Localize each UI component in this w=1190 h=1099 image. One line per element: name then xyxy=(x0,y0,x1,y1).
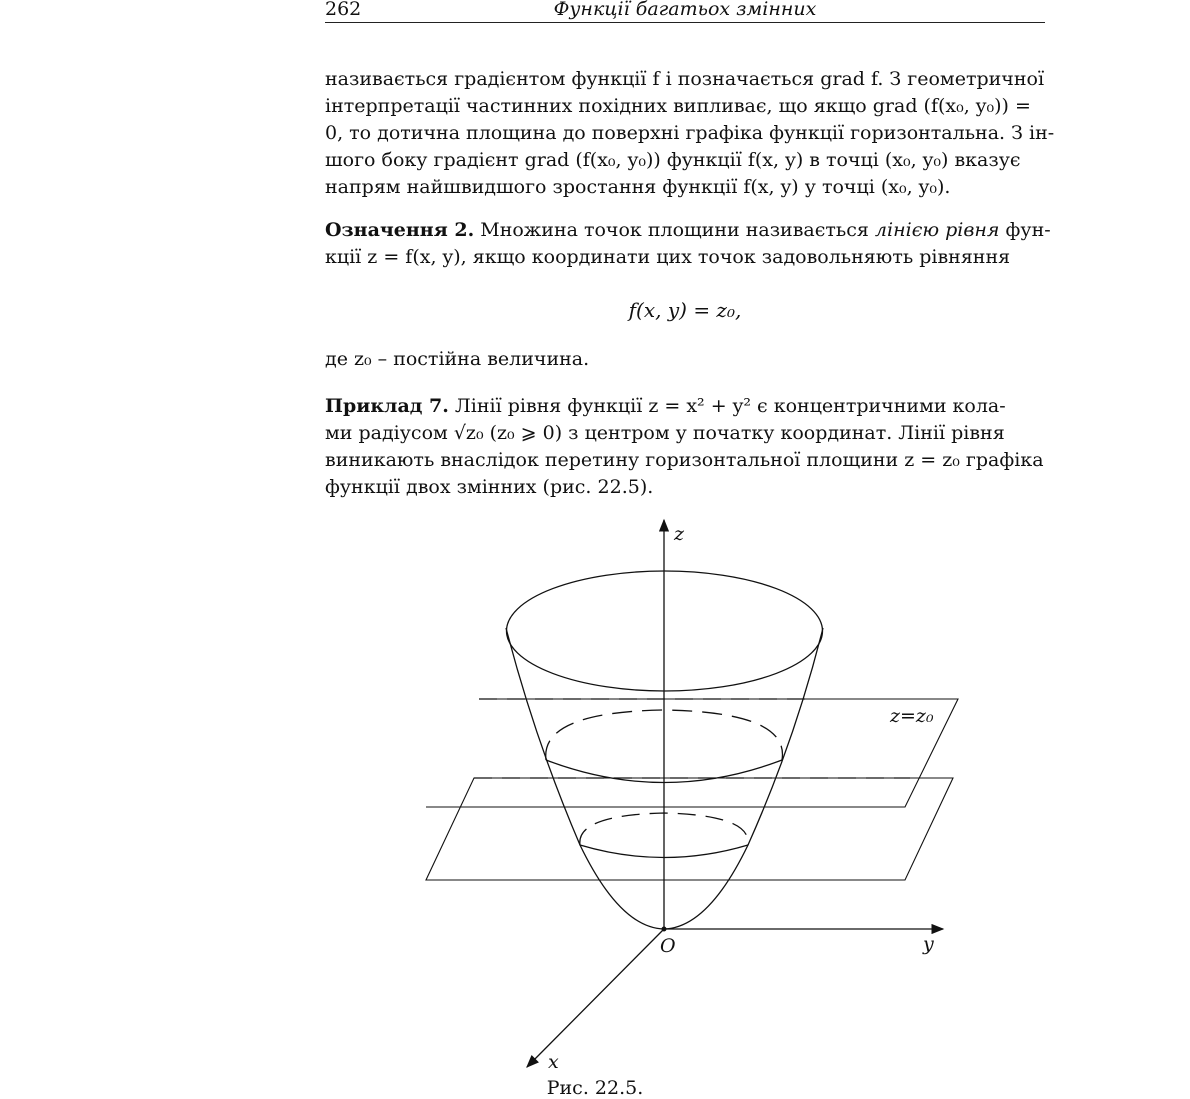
text-line: ми радіусом √z₀ (z₀ ⩾ 0) з центром у початку координат. Лінії рівня xyxy=(325,422,1005,444)
text-line: виникають внаслідок перетину горизонтальної площини z = z₀ графіка xyxy=(325,449,1044,471)
text-line: функції двох змінних (рис. 22.5). xyxy=(325,476,654,498)
plane-label: z=z₀ xyxy=(890,705,934,727)
x-axis xyxy=(527,929,664,1067)
origin-point xyxy=(662,927,667,932)
lower-plane xyxy=(426,778,953,880)
level-equation: f(x, y) = z₀, xyxy=(628,298,742,322)
origin-label: O xyxy=(660,935,676,957)
text-line: шого боку градієнт grad (f(x₀, y₀)) функції f(x, y) в точці (x₀, y₀) вказує xyxy=(325,149,1021,171)
upper-plane xyxy=(426,699,958,807)
text-line: інтерпретації частинних похідних випливає, що якщо grad (f(x₀, y₀)) = xyxy=(325,95,1031,117)
figure-caption: Рис. 22.5. xyxy=(546,1077,644,1099)
example-text: Лінії рівня функції z = x² + y² є концентричними кола- xyxy=(448,395,1006,417)
where-line: де z₀ – постійна величина. xyxy=(325,348,590,370)
page-number: 262 xyxy=(325,0,362,20)
z-axis-label: z xyxy=(674,523,685,545)
x-axis-label: x xyxy=(548,1051,559,1073)
definition-text-end: фун- xyxy=(999,219,1051,241)
text-line: напрям найшвидшого зростання функції f(x, y) у точці (x₀, y₀). xyxy=(325,176,951,198)
definition-term: лінією рівня xyxy=(874,219,1000,241)
text-line: 0, то дотична площина до поверхні графіка функції горизонтальна. З ін- xyxy=(325,122,1055,144)
definition-label: Означення 2. xyxy=(325,219,475,241)
text-line: називається градієнтом функції f і позначається grad f. З геометричної xyxy=(325,68,1045,90)
text-line: кції z = f(x, y), якщо координати цих точок задовольняють рівняння xyxy=(325,246,1011,268)
y-axis-label: y xyxy=(923,933,934,955)
example-label: Приклад 7. xyxy=(325,395,449,417)
definition-text: Множина точок площини називається xyxy=(474,219,875,241)
chapter-title: Функції багатьох змінних xyxy=(553,0,817,20)
